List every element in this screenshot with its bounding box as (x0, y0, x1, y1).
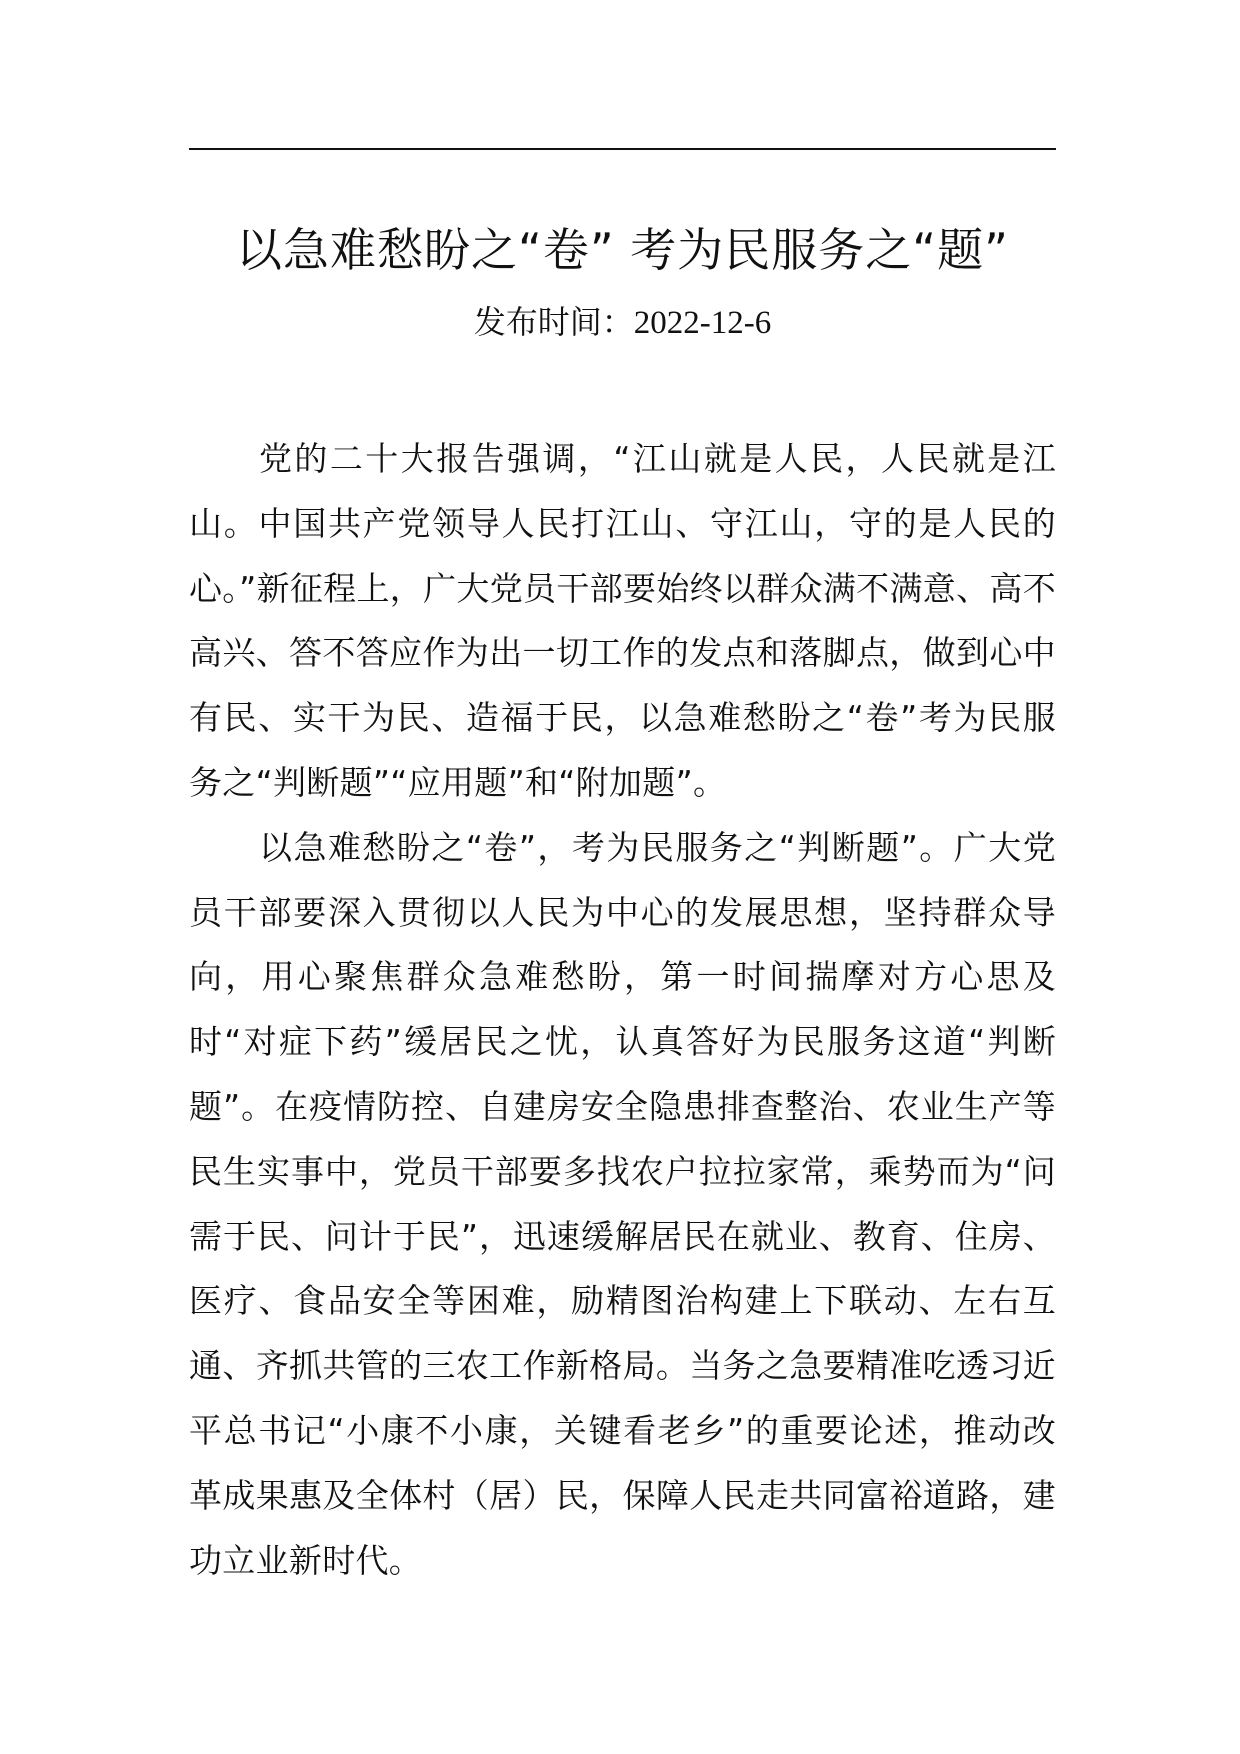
article-title: 以急难愁盼之“卷” 考为民服务之“题” (236, 223, 1009, 277)
article-body (189, 427, 1056, 1593)
paragraph-1: 党的二十大报告强调，“江山就是人民，人民就是江山。中国共产党领导人民打江山、守江山，守的是人民的心。”新征程上，广大党员干部要始终以群众满不满意、高不高兴、答不答应作为出一切工作的发点和落脚点，做到心中有民、实干为民、造福于民，以急难愁盼之“卷”考为民服务之“判断题”“应用题”和“附加题”。 (189, 439, 1056, 802)
publish-date-label: 发布时间： (473, 303, 634, 341)
header-rule (189, 148, 1056, 150)
publish-date-value: 2022-12-6 (633, 305, 772, 341)
publish-date-line (189, 300, 1056, 345)
paragraph-2: 以急难愁盼之“卷”，考为民服务之“判断题”。广大党员干部要深入贯彻以人民为中心的发展思想，坚持群众导向，用心聚焦群众急难愁盼，第一时间揣摩对方心思及时“对症下药”缓居民之忧，认真答好为民服务这道“判断题”。在疫情防控、自建房安全隐患排查整治、农业生产等民生实事中，党员干部要多找农户拉拉家常，乘势而为“问需于民、问计于民”，迅速缓解居民在就业、教育、住房、医疗、食品安全等困难，励精图治构建上下联动、左右互通、齐抓共管的三农工作新格局。当务之急要精准吃透习近平总书记“小康不小康，关键看老乡”的重要论述，推动改革成果惠及全体村（居）民，保障人民走共同富裕道路，建功立业新时代。 (189, 827, 1056, 1580)
